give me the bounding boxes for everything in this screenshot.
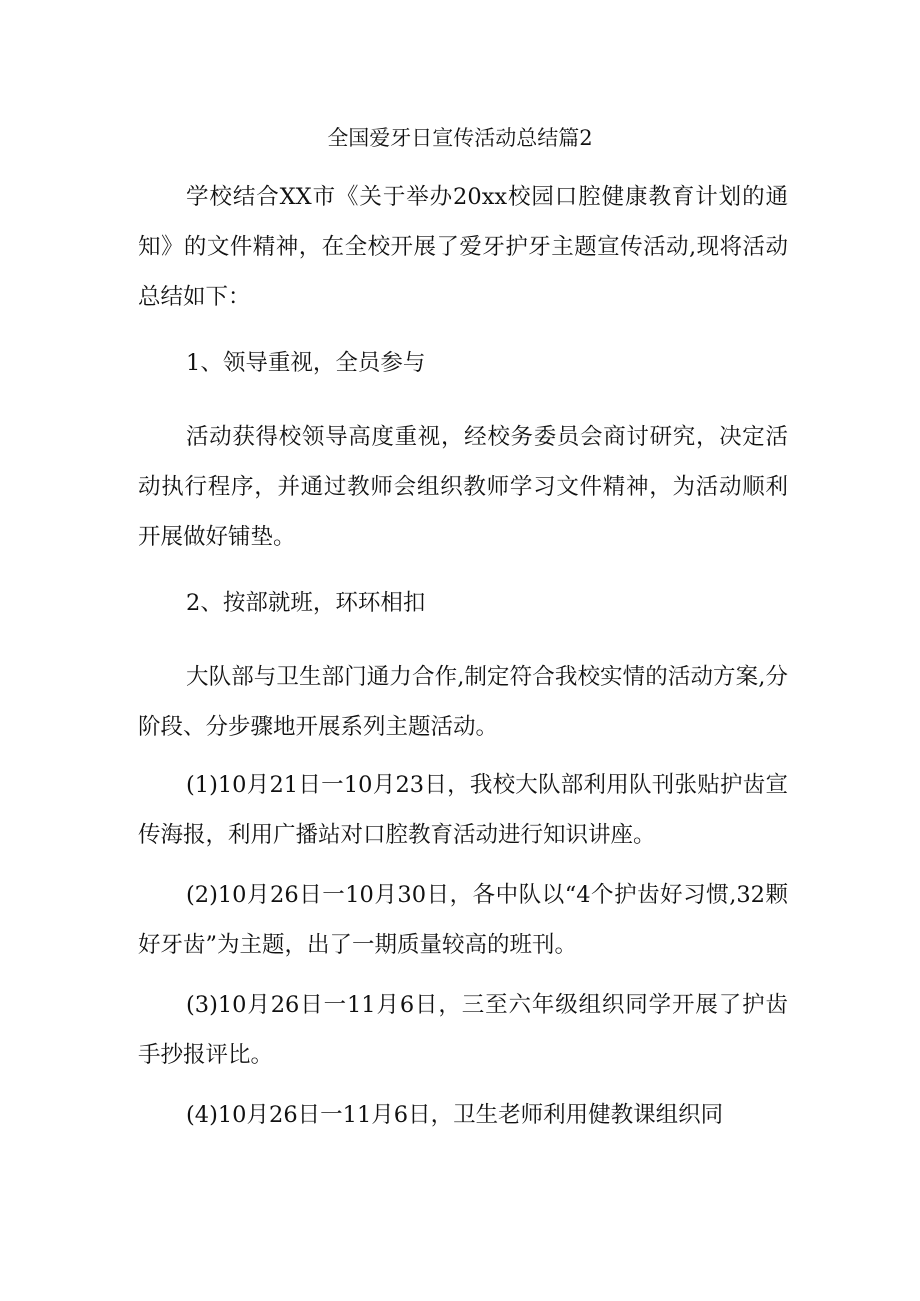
list-item-1: (1)10月21日一10月23日，我校大队部利用队刊张贴护齿宣传海报，利用广播站对口腔教育活动进行知识讲座。	[138, 772, 788, 848]
list-item-4: (4)10月26日一11月6日，卫生老师利用健教课组织同	[186, 1102, 724, 1128]
intro-paragraph: 学校结合XX市《关于举办20xx校园口腔健康教育计划的通知》的文件精神，在全校开展了爱牙护牙主题宣传活动,现将活动总结如下：	[138, 184, 788, 310]
section-2-heading: 2、按部就班，环环相扣	[186, 590, 426, 616]
list-item-3: (3)10月26日一11月6日，三至六年级组织同学开展了护齿手抄报评比。	[138, 992, 788, 1068]
list-item-2: (2)10月26日一10月30日，各中队以“4个护齿好习惯,32颗好牙齿”为主题，出了一期质量较高的班刊。	[138, 882, 788, 958]
section-2-paragraph: 大队部与卫生部门通力合作,制定符合我校实情的活动方案,分阶段、分步骤地开展系列主题活动。	[138, 664, 788, 740]
section-1-heading: 1、领导重视，全员参与	[186, 350, 426, 376]
document-title: 全国爱牙日宣传活动总结篇2	[327, 126, 593, 150]
section-1-paragraph: 活动获得校领导高度重视，经校务委员会商讨研究，决定活动执行程序，并通过教师会组织教师学习文件精神，为活动顺利开展做好铺垫。	[138, 424, 788, 550]
